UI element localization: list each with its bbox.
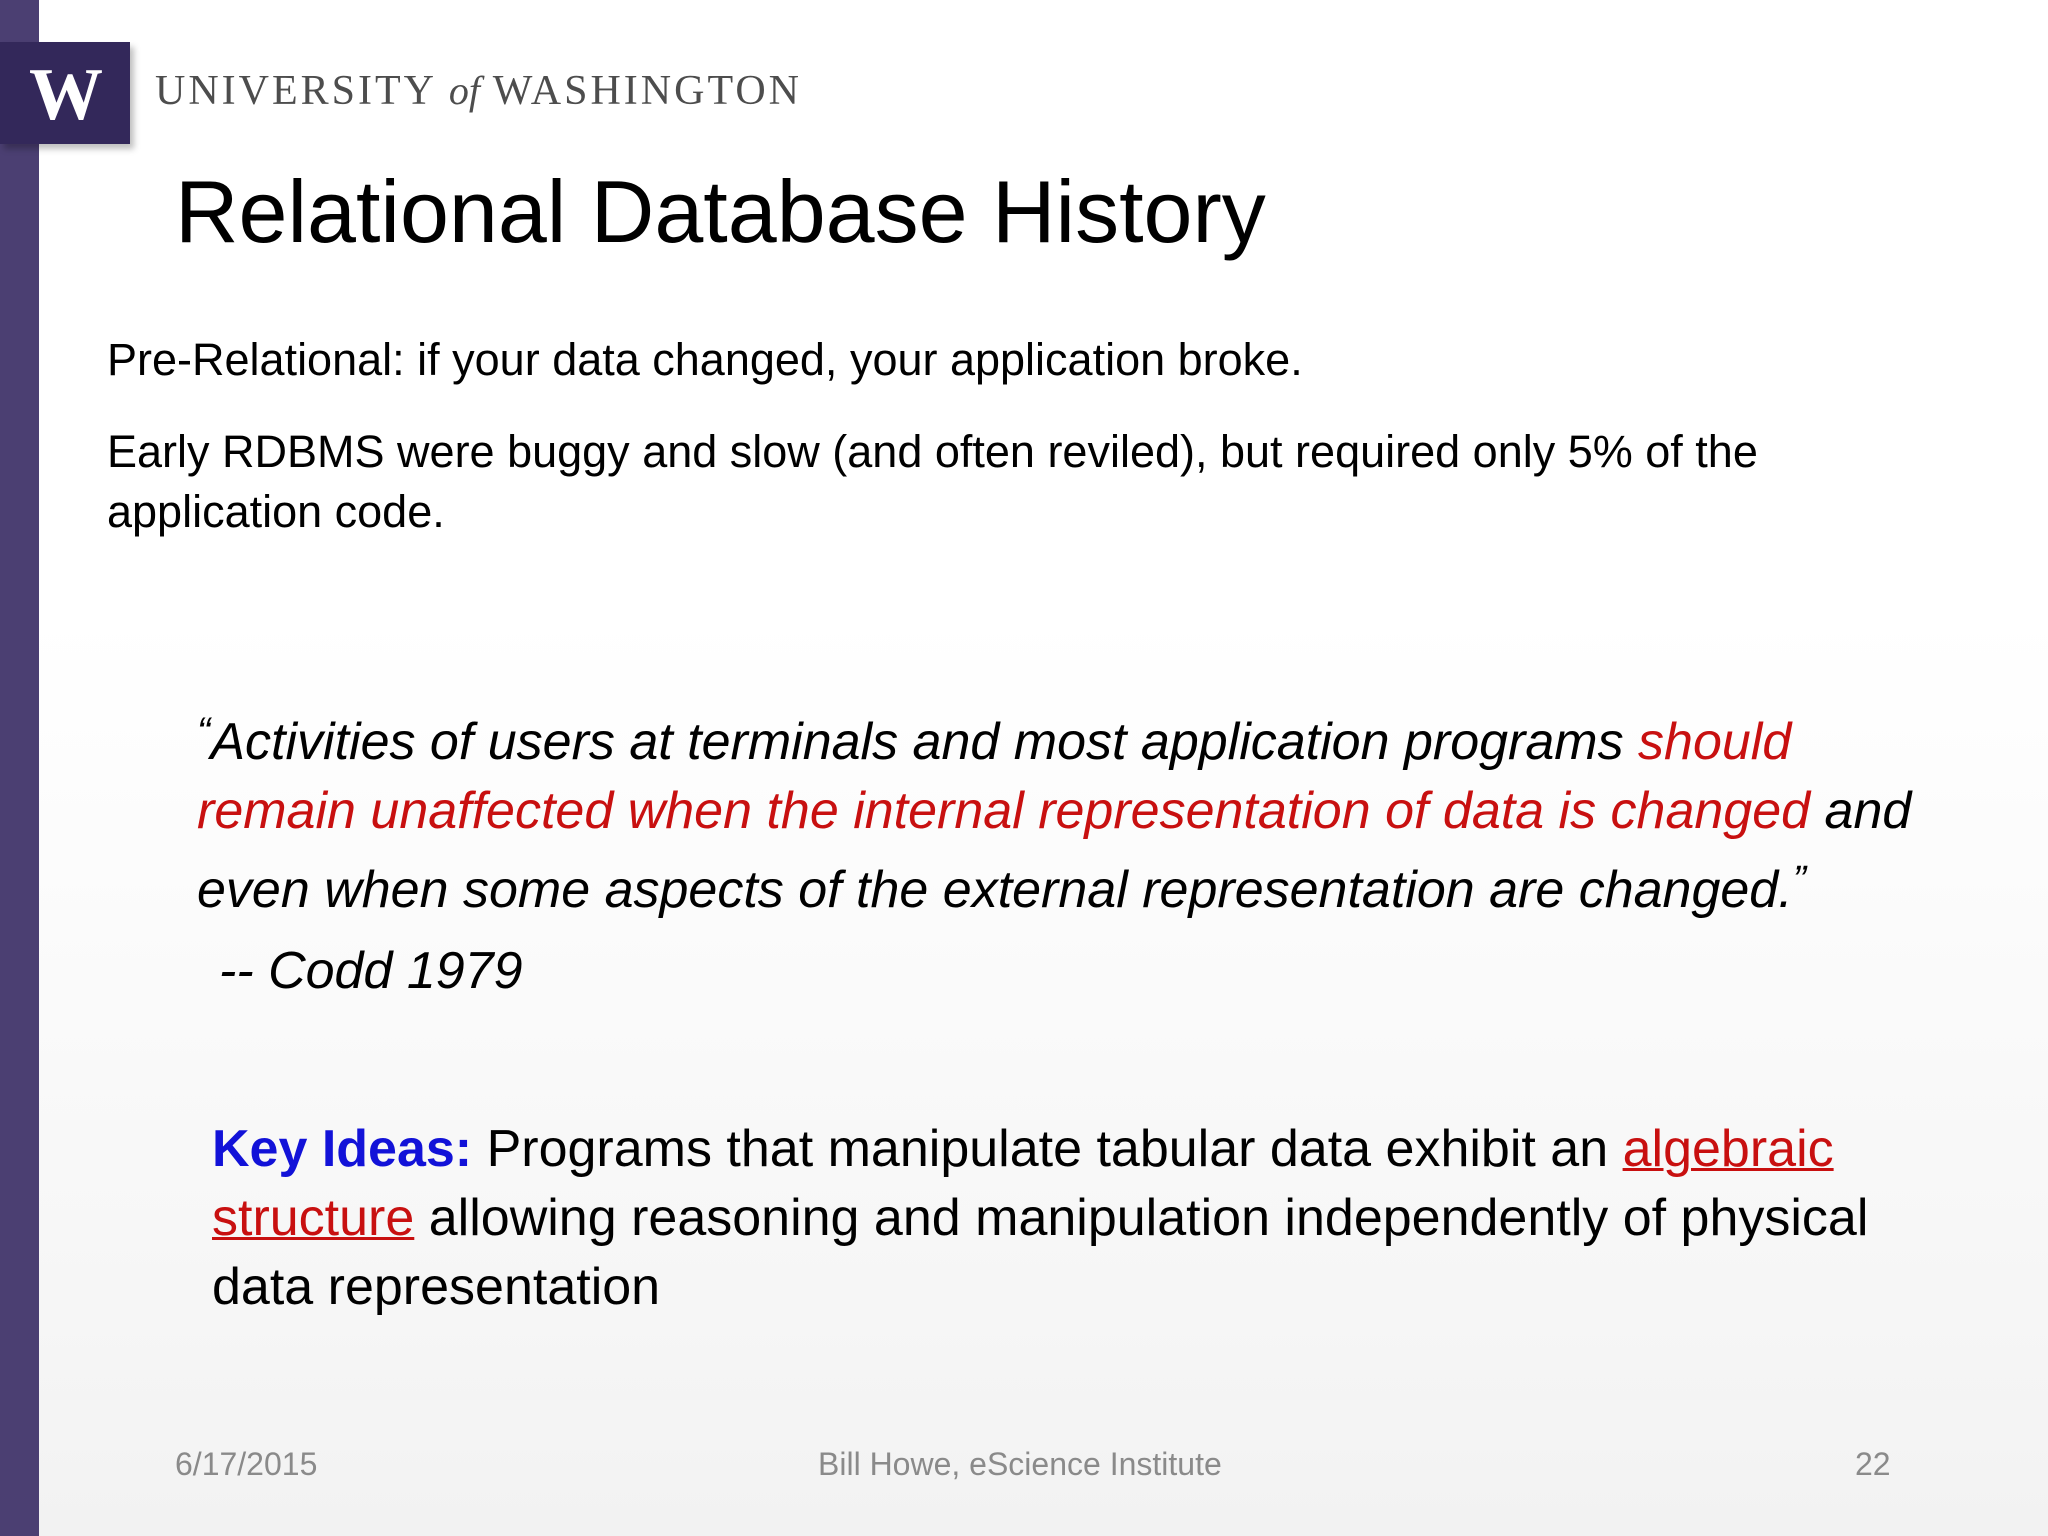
key-ideas-text-1: Programs that manipulate tabular data exhibit an — [472, 1120, 1623, 1178]
quote-citation: -- Codd 1979 — [219, 942, 523, 1000]
quote-open-mark: “ — [197, 710, 211, 754]
slide-title: Relational Database History — [175, 162, 1266, 261]
algebraic-structure-link[interactable]: algebraic structure — [212, 1120, 1834, 1247]
paragraph-pre-relational: Pre-Relational: if your data changed, your application broke. — [107, 334, 1303, 385]
quote-highlight: should remain unaffected when the internal representation of data is changed — [197, 713, 1811, 840]
codd-quote — [197, 698, 1917, 1000]
quote-part-3: and even when some aspects of the external representation are changed. — [197, 782, 1912, 919]
wordmark-washington: WASHINGTON — [480, 68, 803, 114]
key-ideas — [212, 1115, 1932, 1322]
key-ideas-text-2: allowing reasoning and manipulation independently of physical data representation — [212, 1189, 1869, 1316]
university-wordmark — [155, 70, 802, 112]
footer-date: 6/17/2015 — [175, 1446, 318, 1482]
left-accent-bar — [0, 0, 39, 1536]
wordmark-of: of — [448, 68, 481, 113]
wordmark-university: UNIVERSITY — [155, 68, 449, 114]
uw-logo-letter: W — [29, 54, 101, 136]
quote-part-1: Activities of users at terminals and most application programs — [210, 713, 1639, 771]
quote-close-mark: ” — [1792, 858, 1807, 902]
key-ideas-label: Key Ideas: — [212, 1120, 473, 1178]
footer-author: Bill Howe, eScience Institute — [818, 1446, 1222, 1482]
uw-logo — [0, 42, 130, 144]
footer-page-number: 22 — [1855, 1446, 1891, 1482]
paragraph-early-rdbms: Early RDBMS were buggy and slow (and often reviled), but required only 5% of the application code. — [107, 426, 1758, 537]
